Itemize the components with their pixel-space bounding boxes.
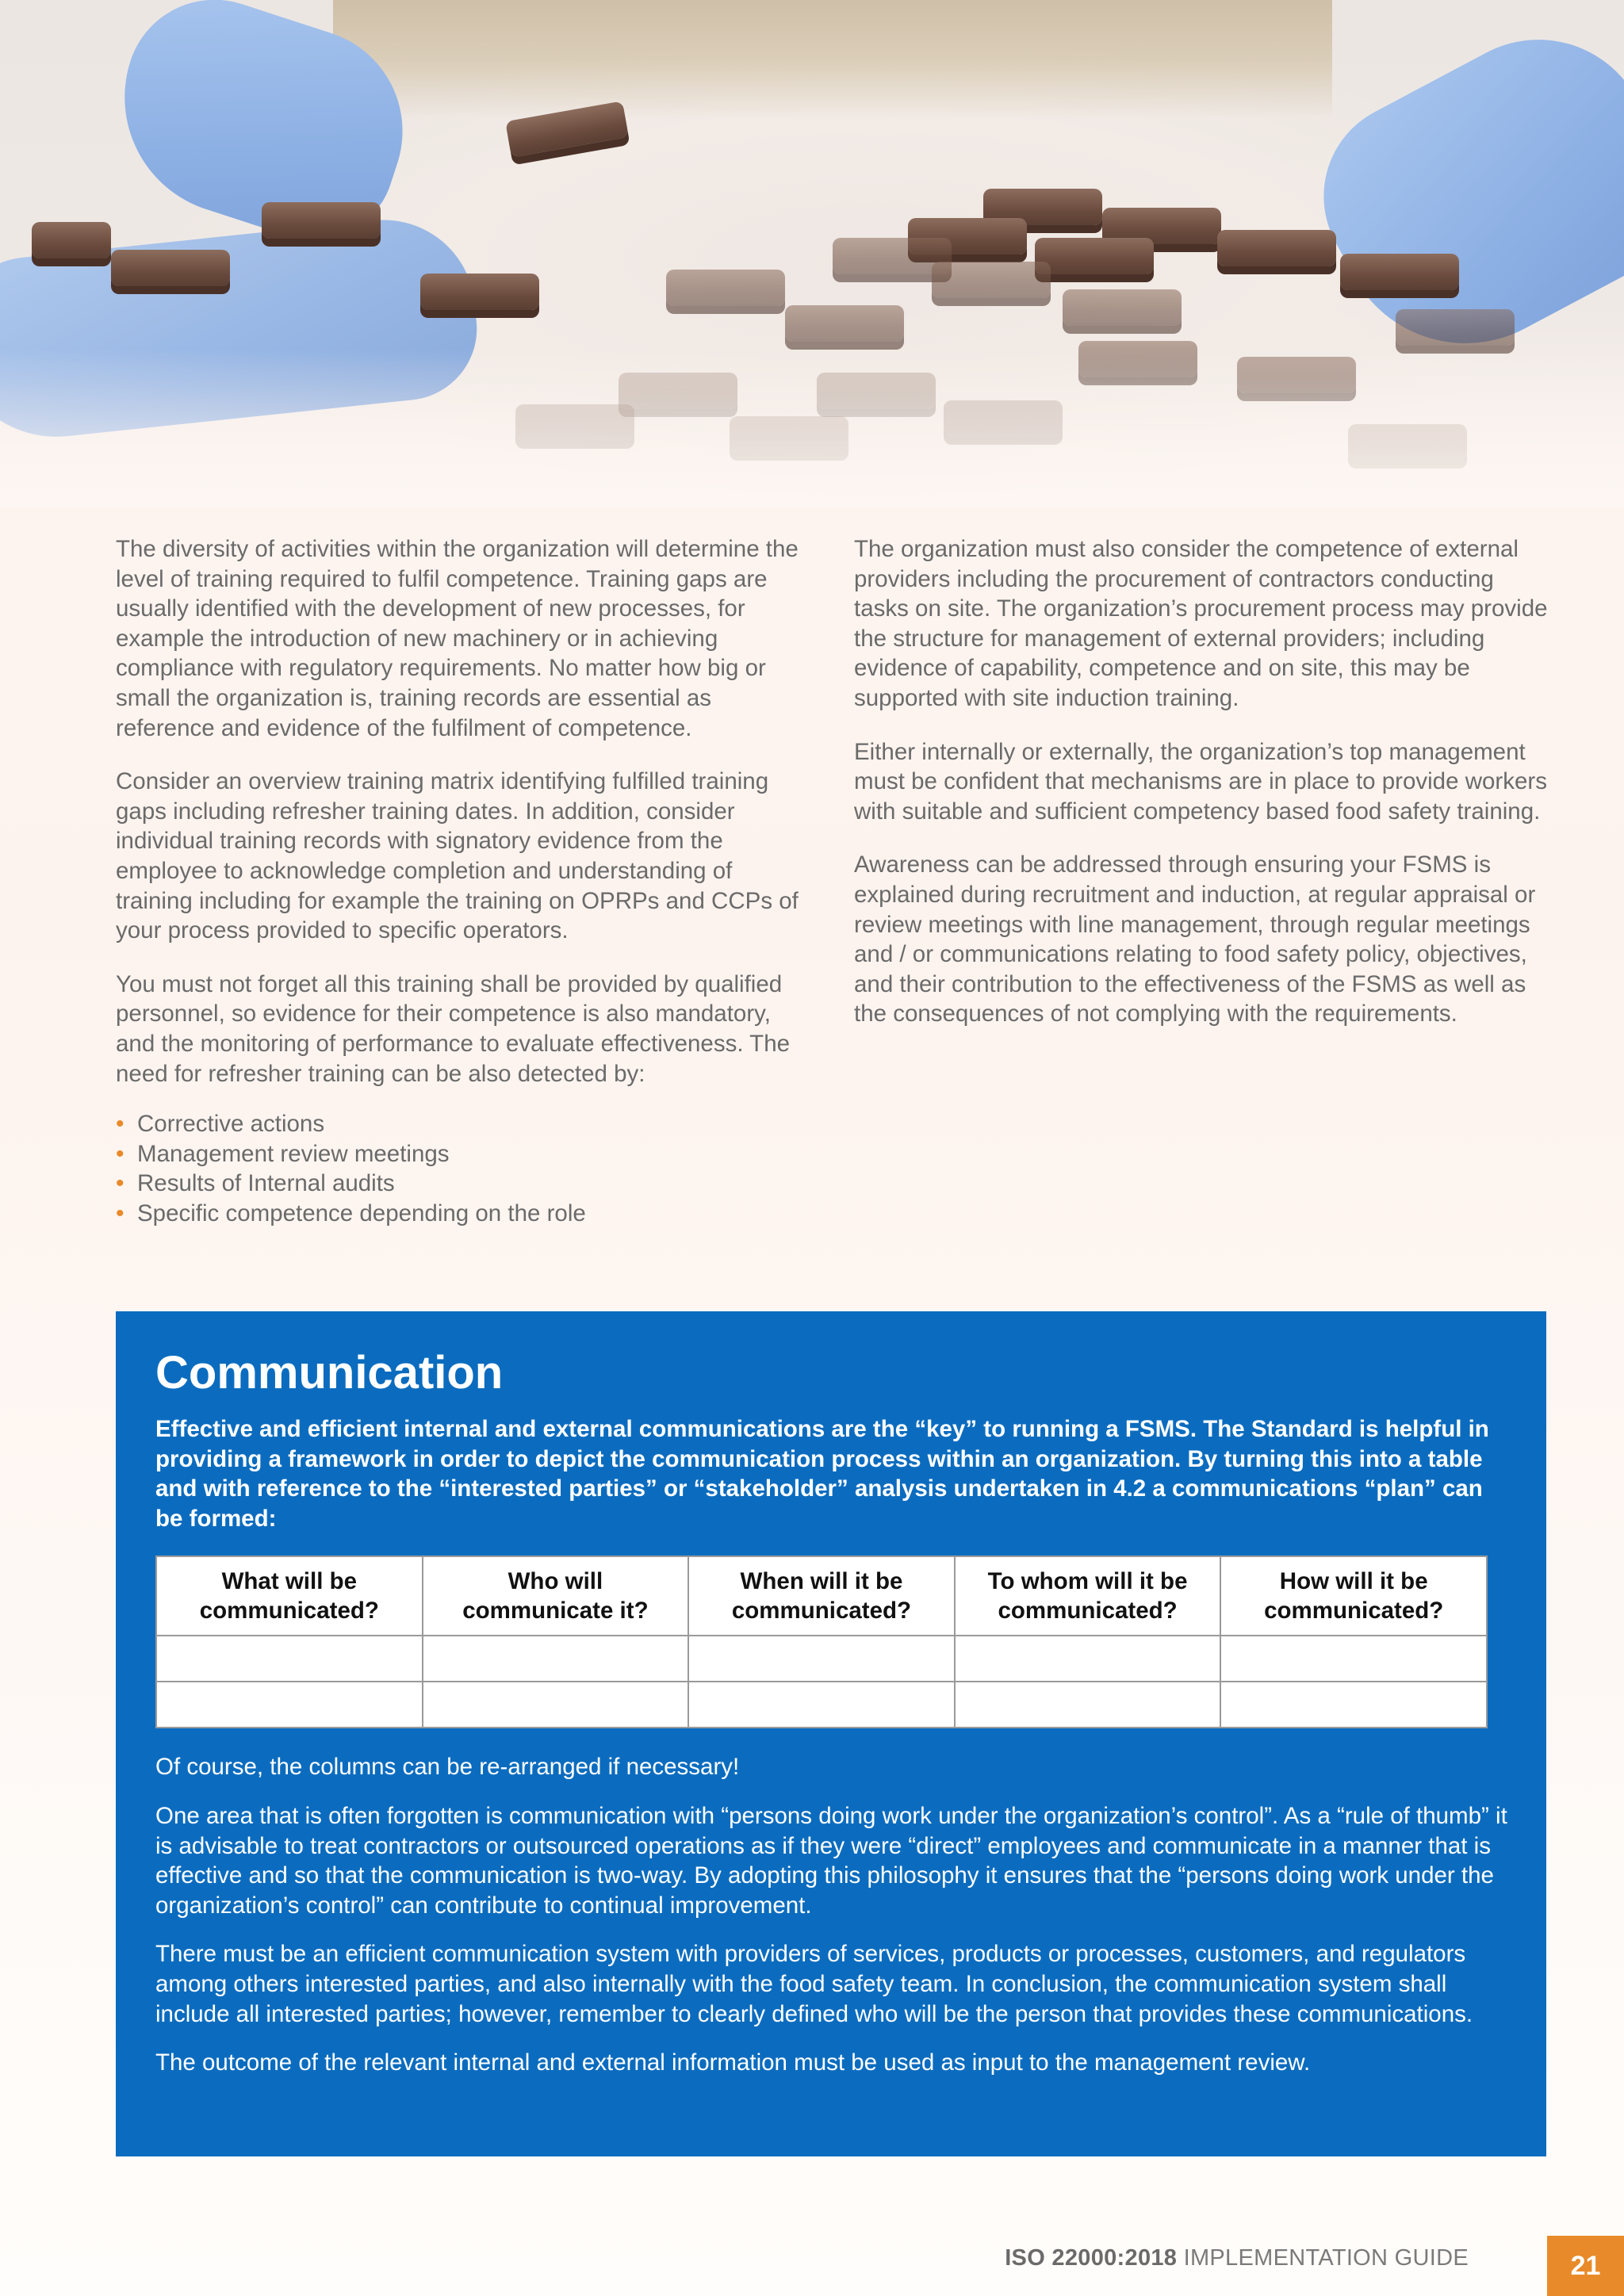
footer-title-bold: ISO 22000:2018 [1005, 2245, 1178, 2271]
list-item-text: Corrective actions [137, 1111, 325, 1138]
page-number: 21 [1547, 2236, 1624, 2296]
chocolate-bar [666, 270, 785, 306]
chocolate-bar [1396, 309, 1515, 346]
table-row [156, 1682, 1487, 1728]
paragraph: The diversity of activities within the organization will determine the level of training required to fulfil competence. Training gaps are usually identified with the development of new processes, for example the introduction of new machinery or in achieving compliance with regulatory requirements. No matter how big or small the organization is, training records are essential as reference and evidence of the fulfilment of competence. [116, 536, 799, 741]
table-cell [1220, 1682, 1487, 1728]
chocolate-bar [262, 202, 381, 239]
running-footer [872, 2245, 1469, 2271]
chocolate-bar [1035, 238, 1154, 274]
hero-fade [0, 349, 1624, 507]
column-header-to-whom: To whom will it be communicated? [955, 1556, 1221, 1636]
paragraph: One area that is often forgotten is communication with “persons doing work under the organization’s control”. As a “rule of thumb” it is advisable to treat contractors or outsourced operations as if they were “direct” employees and communicate in a manner that is effective and so that the communication is two-way. By adopting this philosophy it ensures that the “persons doing work under the organization’s control” can contribute to continual improvement. [155, 1802, 1507, 1919]
paragraph: You must not forget all this training shall be provided by qualified personnel, so evidence for their competence is also mandatory, and the monitoring of performance to evaluate effectiveness. The need for refresher training can be also detected by: [116, 970, 791, 1087]
refresher-triggers-list [116, 1109, 814, 1228]
paragraph: The organization must also consider the competence of external providers including the procurement of contractors conducting tasks on site. The organization’s procurement process may provide the structure for management of external providers; including evidence of capability, competence and on site, this may be supported with site induction training. [854, 536, 1548, 711]
table-cell [423, 1682, 689, 1728]
list-item-text: Results of Internal audits [137, 1170, 395, 1197]
list-item [116, 1169, 814, 1199]
table-cell [156, 1636, 423, 1682]
chocolate-bar [932, 262, 1051, 298]
table-row [156, 1636, 1487, 1682]
section-intro: Effective and efficient internal and external communications are the “key” to running a FSMS. The Standard is helpful in providing a framework in order to depict the communication process within an organization. By turning this into a table and with reference to the “interested parties” or “stakeholder” analysis undertaken in 4.2 a communications “plan” can be formed: [155, 1416, 1489, 1532]
list-item [116, 1139, 814, 1169]
communication-plan-table [155, 1556, 1488, 1728]
footer-title-rest: IMPLEMENTATION GUIDE [1177, 2245, 1469, 2271]
bullet-dot-icon: • [116, 1200, 124, 1226]
chocolate-bar [1217, 230, 1336, 266]
chocolate-bar [420, 274, 539, 310]
table-cell [955, 1636, 1221, 1682]
bullet-dot-icon: • [116, 1140, 124, 1167]
right-column [854, 534, 1552, 1053]
list-item [116, 1199, 814, 1229]
table-cell [156, 1682, 423, 1728]
column-header-when: When will it be communicated? [688, 1556, 955, 1636]
table-cell [1220, 1636, 1487, 1682]
list-item [116, 1109, 814, 1139]
left-column [116, 534, 814, 1228]
paragraph: There must be an efficient communication system with providers of services, products or processes, customers, and regulators among others interested parties, and also internally with the food safety team. In conclusion, the communication system shall include all interested parties; however, remember to clearly defined who will be the person that provides these communications. [155, 1941, 1473, 2027]
table-cell [688, 1636, 955, 1682]
column-header-what: What will be communicated? [156, 1556, 423, 1636]
list-item-text: Management review meetings [137, 1140, 450, 1167]
paragraph: Awareness can be addressed through ensuring your FSMS is explained during recruitment and induction, at regular appraisal or review meetings with line management, through regular meetings and / or communications relating to food safety policy, objectives, and their contribution to the effectiveness of the FSMS as well as the consequences of not complying with the requirements. [854, 851, 1536, 1027]
table-cell [423, 1636, 689, 1682]
column-header-who: Who will communicate it? [423, 1556, 689, 1636]
chocolate-bar [785, 305, 904, 342]
bullet-dot-icon: • [116, 1111, 124, 1138]
paragraph: Either internally or externally, the organization’s top management must be confident that mechanisms are in place to provide workers with suitable and sufficient competency based food safety training. [854, 738, 1547, 825]
paragraph: Of course, the columns can be re-arranged if necessary! [155, 1754, 740, 1781]
section-title: Communication [155, 1347, 504, 1399]
chocolate-bar [111, 250, 230, 286]
list-item-text: Specific competence depending on the role [137, 1200, 586, 1226]
hero-photo-gloved-hands-chocolates [0, 0, 1624, 507]
table-header-row [156, 1556, 1487, 1636]
table-cell [688, 1682, 955, 1728]
chocolate-bar [1340, 254, 1459, 290]
table-cell [955, 1682, 1221, 1728]
bullet-dot-icon: • [116, 1170, 124, 1197]
hero-background-shelf [333, 0, 1332, 119]
chocolate-bar [32, 222, 111, 258]
chocolate-bar [1063, 289, 1182, 326]
paragraph: Consider an overview training matrix identifying fulfilled training gaps including refresher training dates. In addition, consider individual training records with signatory evidence from the employee to acknowledge completion and understanding of training including for example the training on OPRPs and CCPs of your process provided to specific operators. [116, 768, 799, 944]
column-header-how: How will it be communicated? [1220, 1556, 1487, 1636]
communication-panel [116, 1311, 1546, 2156]
paragraph: The outcome of the relevant internal and external information must be used as input to the management review. [155, 2049, 1311, 2076]
